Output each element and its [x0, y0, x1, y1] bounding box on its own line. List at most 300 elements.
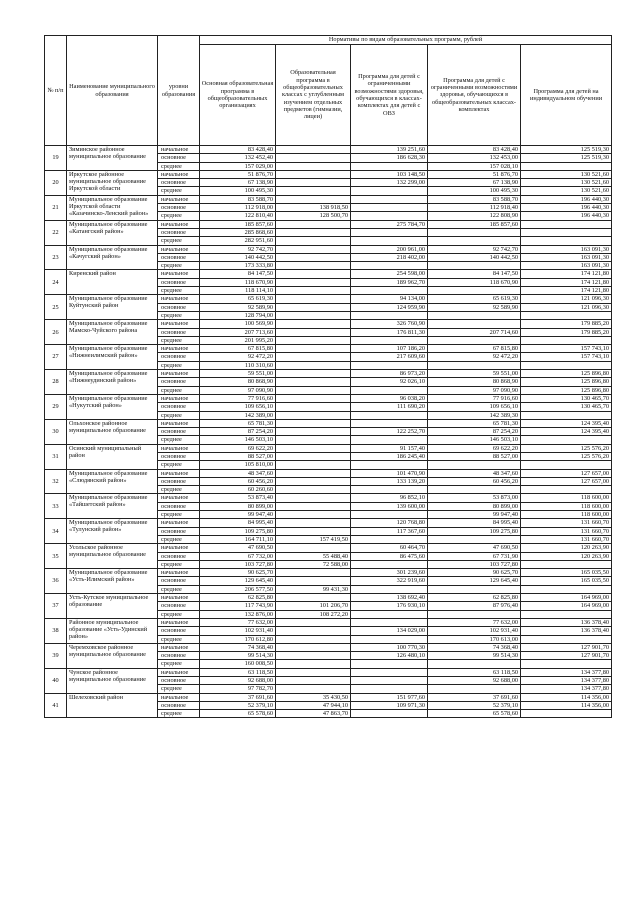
- individual-norm-cell: 125 576,20: [521, 444, 612, 452]
- basic-norm-cell: 80 899,00: [200, 502, 276, 510]
- ovz-general-norm-cell: 65 781,30: [428, 419, 521, 427]
- ovz-classes-norm-cell: 92 026,10: [351, 378, 428, 386]
- row-number: 21: [45, 195, 67, 220]
- advanced-norm-cell: [276, 677, 351, 685]
- basic-norm-cell: 164 711,10: [200, 535, 276, 543]
- education-level: основное: [158, 328, 200, 336]
- ovz-classes-norm-cell: 151 977,60: [351, 693, 428, 701]
- basic-norm-cell: 87 254,20: [200, 428, 276, 436]
- ovz-general-norm-cell: [428, 585, 521, 593]
- ovz-general-norm-cell: [428, 237, 521, 245]
- education-level: начальное: [158, 419, 200, 427]
- ovz-general-norm-cell: [428, 535, 521, 543]
- ovz-general-norm-cell: 146 503,10: [428, 436, 521, 444]
- ovz-general-norm-cell: 67 138,90: [428, 179, 521, 187]
- basic-norm-cell: 207 713,60: [200, 328, 276, 336]
- education-level: основное: [158, 278, 200, 286]
- individual-norm-cell: 125 576,20: [521, 452, 612, 460]
- individual-norm-cell: 131 660,70: [521, 519, 612, 527]
- individual-norm-cell: 118 600,00: [521, 502, 612, 510]
- individual-norm-cell: 164 969,00: [521, 594, 612, 602]
- row-number: 37: [45, 594, 67, 619]
- advanced-norm-cell: [276, 527, 351, 535]
- education-level: начальное: [158, 618, 200, 626]
- basic-norm-cell: 128 794,00: [200, 311, 276, 319]
- education-level: основное: [158, 154, 200, 162]
- basic-norm-cell: 160 008,50: [200, 660, 276, 668]
- education-level: начальное: [158, 444, 200, 452]
- ovz-general-norm-cell: 207 714,60: [428, 328, 521, 336]
- municipality-name: Муниципальное образование «Нижнеудинский район»: [67, 370, 158, 395]
- ovz-classes-norm-cell: 139 600,00: [351, 502, 428, 510]
- municipality-name: Муниципальное образование Мамско-Чуйского района: [67, 320, 158, 345]
- advanced-norm-cell: [276, 154, 351, 162]
- individual-norm-cell: 196 440,30: [521, 204, 612, 212]
- advanced-norm-cell: [276, 187, 351, 195]
- row-number: 40: [45, 668, 67, 693]
- advanced-norm-cell: [276, 403, 351, 411]
- individual-norm-cell: 125 896,80: [521, 370, 612, 378]
- individual-norm-cell: 130 521,60: [521, 179, 612, 187]
- ovz-classes-norm-cell: 133 139,20: [351, 477, 428, 485]
- education-level: начальное: [158, 295, 200, 303]
- table-row: [45, 146, 612, 154]
- ovz-general-norm-cell: 83 428,40: [428, 146, 521, 154]
- advanced-norm-cell: [276, 569, 351, 577]
- ovz-classes-norm-cell: 117 367,60: [351, 527, 428, 535]
- municipality-name: Зиминское районное муниципальное образование: [67, 146, 158, 171]
- ovz-general-norm-cell: 83 588,70: [428, 195, 521, 203]
- advanced-norm-cell: [276, 328, 351, 336]
- basic-norm-cell: 92 742,70: [200, 245, 276, 253]
- ovz-classes-norm-cell: [351, 436, 428, 444]
- ovz-general-norm-cell: 129 645,40: [428, 577, 521, 585]
- ovz-classes-norm-cell: 301 239,60: [351, 569, 428, 577]
- education-level: основное: [158, 253, 200, 261]
- education-level: среднее: [158, 187, 200, 195]
- education-level: среднее: [158, 336, 200, 344]
- ovz-general-norm-cell: 102 931,40: [428, 627, 521, 635]
- ovz-general-norm-cell: 65 619,30: [428, 295, 521, 303]
- advanced-norm-cell: [276, 544, 351, 552]
- education-level: среднее: [158, 386, 200, 394]
- individual-norm-cell: 157 743,10: [521, 345, 612, 353]
- ovz-general-norm-cell: 84 147,50: [428, 270, 521, 278]
- row-number: 20: [45, 170, 67, 195]
- table-row: [45, 295, 612, 303]
- advanced-norm-cell: [276, 228, 351, 236]
- table-row: [45, 494, 612, 502]
- individual-norm-cell: [521, 560, 612, 568]
- advanced-norm-cell: [276, 278, 351, 286]
- individual-norm-cell: 163 091,30: [521, 253, 612, 261]
- education-level: среднее: [158, 162, 200, 170]
- ovz-classes-norm-cell: 275 784,70: [351, 220, 428, 228]
- basic-norm-cell: 63 118,50: [200, 668, 276, 676]
- ovz-classes-norm-cell: 186 245,40: [351, 452, 428, 460]
- row-number: 22: [45, 220, 67, 245]
- ovz-classes-norm-cell: 122 252,70: [351, 428, 428, 436]
- advanced-norm-cell: [276, 378, 351, 386]
- municipality-name: Ольхонское районное муниципальное образование: [67, 419, 158, 444]
- ovz-classes-norm-cell: [351, 419, 428, 427]
- advanced-norm-cell: [276, 245, 351, 253]
- individual-norm-cell: 125 896,80: [521, 386, 612, 394]
- advanced-norm-cell: 47 944,10: [276, 701, 351, 709]
- ovz-classes-norm-cell: [351, 610, 428, 618]
- education-level: среднее: [158, 311, 200, 319]
- advanced-norm-cell: [276, 179, 351, 187]
- advanced-norm-cell: [276, 411, 351, 419]
- education-level: основное: [158, 677, 200, 685]
- ovz-general-norm-cell: 52 379,10: [428, 701, 521, 709]
- ovz-general-norm-cell: [428, 660, 521, 668]
- ovz-classes-norm-cell: 124 959,90: [351, 303, 428, 311]
- ovz-classes-norm-cell: [351, 336, 428, 344]
- ovz-classes-norm-cell: 109 971,30: [351, 701, 428, 709]
- education-level: начальное: [158, 643, 200, 651]
- individual-norm-cell: 174 121,80: [521, 287, 612, 295]
- basic-norm-cell: 92 688,00: [200, 677, 276, 685]
- ovz-classes-norm-cell: 326 760,90: [351, 320, 428, 328]
- row-number: 39: [45, 643, 67, 668]
- basic-norm-cell: 112 918,00: [200, 204, 276, 212]
- advanced-norm-cell: [276, 486, 351, 494]
- ovz-classes-norm-cell: [351, 311, 428, 319]
- row-number: 34: [45, 519, 67, 544]
- advanced-norm-cell: [276, 162, 351, 170]
- individual-norm-cell: 121 096,30: [521, 303, 612, 311]
- individual-norm-cell: 179 885,20: [521, 320, 612, 328]
- municipality-name: Муниципальное образование «Качугский район»: [67, 245, 158, 270]
- ovz-general-norm-cell: 99 947,40: [428, 511, 521, 519]
- basic-norm-cell: 142 389,00: [200, 411, 276, 419]
- row-number: 19: [45, 146, 67, 171]
- ovz-classes-norm-cell: 86 475,60: [351, 552, 428, 560]
- ovz-general-norm-cell: 88 527,00: [428, 452, 521, 460]
- table-row: [45, 544, 612, 552]
- advanced-norm-cell: [276, 345, 351, 353]
- education-level: основное: [158, 627, 200, 635]
- individual-norm-cell: [521, 361, 612, 369]
- individual-norm-cell: 127 657,00: [521, 469, 612, 477]
- header-number: № п/п: [45, 36, 67, 146]
- education-level: начальное: [158, 594, 200, 602]
- basic-norm-cell: 77 916,60: [200, 394, 276, 402]
- advanced-norm-cell: [276, 668, 351, 676]
- advanced-norm-cell: [276, 394, 351, 402]
- individual-norm-cell: 157 743,10: [521, 353, 612, 361]
- municipality-name: Муниципальное образование Иркутской области «Казачинско-Ленский район»: [67, 195, 158, 220]
- advanced-norm-cell: [276, 336, 351, 344]
- individual-norm-cell: 174 121,80: [521, 278, 612, 286]
- education-level: среднее: [158, 585, 200, 593]
- education-level: среднее: [158, 610, 200, 618]
- ovz-classes-norm-cell: 96 038,20: [351, 394, 428, 402]
- advanced-norm-cell: 101 206,70: [276, 602, 351, 610]
- municipality-name: Муниципальное образование Куйтунский район: [67, 295, 158, 320]
- table-row: [45, 220, 612, 228]
- individual-norm-cell: 125 519,30: [521, 146, 612, 154]
- ovz-classes-norm-cell: 186 628,30: [351, 154, 428, 162]
- ovz-general-norm-cell: 97 090,90: [428, 386, 521, 394]
- municipality-name: Киренский район: [67, 270, 158, 295]
- ovz-classes-norm-cell: 101 470,90: [351, 469, 428, 477]
- ovz-classes-norm-cell: 126 480,10: [351, 652, 428, 660]
- basic-norm-cell: 65 578,60: [200, 710, 276, 718]
- ovz-classes-norm-cell: [351, 677, 428, 685]
- ovz-general-norm-cell: 80 868,90: [428, 378, 521, 386]
- row-number: 27: [45, 345, 67, 370]
- table-row: [45, 569, 612, 577]
- ovz-general-norm-cell: 87 976,40: [428, 602, 521, 610]
- ovz-classes-norm-cell: 86 973,20: [351, 370, 428, 378]
- norms-table: [44, 35, 612, 718]
- ovz-general-norm-cell: [428, 320, 521, 328]
- individual-norm-cell: 121 096,30: [521, 295, 612, 303]
- ovz-classes-norm-cell: 111 690,20: [351, 403, 428, 411]
- basic-norm-cell: 37 691,60: [200, 693, 276, 701]
- basic-norm-cell: 80 868,90: [200, 378, 276, 386]
- education-level: основное: [158, 502, 200, 510]
- ovz-classes-norm-cell: [351, 195, 428, 203]
- ovz-general-norm-cell: 65 578,60: [428, 710, 521, 718]
- education-level: основное: [158, 378, 200, 386]
- header-municipality: Наименование муниципального образования: [67, 36, 158, 146]
- municipality-name: Усть-Кутское муниципальное образование: [67, 594, 158, 619]
- row-number: 26: [45, 320, 67, 345]
- ovz-general-norm-cell: [428, 287, 521, 295]
- ovz-classes-norm-cell: [351, 287, 428, 295]
- ovz-classes-norm-cell: 138 692,40: [351, 594, 428, 602]
- ovz-general-norm-cell: 132 453,00: [428, 154, 521, 162]
- individual-norm-cell: [521, 461, 612, 469]
- basic-norm-cell: 60 260,60: [200, 486, 276, 494]
- ovz-classes-norm-cell: 132 299,00: [351, 179, 428, 187]
- individual-norm-cell: [521, 228, 612, 236]
- ovz-classes-norm-cell: 100 770,30: [351, 643, 428, 651]
- row-number: 36: [45, 569, 67, 594]
- row-number: 31: [45, 444, 67, 469]
- basic-norm-cell: 118 114,10: [200, 287, 276, 295]
- table-row: [45, 320, 612, 328]
- advanced-norm-cell: [276, 270, 351, 278]
- ovz-classes-norm-cell: [351, 386, 428, 394]
- education-level: начальное: [158, 394, 200, 402]
- ovz-general-norm-cell: 170 613,00: [428, 635, 521, 643]
- education-level: среднее: [158, 461, 200, 469]
- ovz-general-norm-cell: 59 551,00: [428, 370, 521, 378]
- individual-norm-cell: [521, 610, 612, 618]
- municipality-name: Муниципальное образование «Нижнеилимский район»: [67, 345, 158, 370]
- education-level: среднее: [158, 685, 200, 693]
- advanced-norm-cell: [276, 660, 351, 668]
- header-advanced-program: Образовательная программа в общеобразовательных классах с углубленным изучением отдельных предметов (гимназии, лицеи): [276, 45, 351, 146]
- education-level: начальное: [158, 544, 200, 552]
- row-number: 23: [45, 245, 67, 270]
- individual-norm-cell: 136 378,40: [521, 627, 612, 635]
- basic-norm-cell: 117 743,90: [200, 602, 276, 610]
- municipality-name: Осинский муниципальный район: [67, 444, 158, 469]
- ovz-classes-norm-cell: [351, 685, 428, 693]
- ovz-classes-norm-cell: [351, 535, 428, 543]
- ovz-classes-norm-cell: [351, 262, 428, 270]
- basic-norm-cell: 103 727,80: [200, 560, 276, 568]
- individual-norm-cell: 130 465,70: [521, 403, 612, 411]
- ovz-general-norm-cell: 92 742,70: [428, 245, 521, 253]
- basic-norm-cell: 51 876,70: [200, 170, 276, 178]
- advanced-norm-cell: [276, 436, 351, 444]
- ovz-classes-norm-cell: [351, 237, 428, 245]
- ovz-general-norm-cell: 37 691,60: [428, 693, 521, 701]
- education-level: среднее: [158, 287, 200, 295]
- row-number: 30: [45, 419, 67, 444]
- basic-norm-cell: 67 815,80: [200, 345, 276, 353]
- basic-norm-cell: 173 333,80: [200, 262, 276, 270]
- individual-norm-cell: 120 263,90: [521, 544, 612, 552]
- individual-norm-cell: 114 356,00: [521, 693, 612, 701]
- table-row: [45, 419, 612, 427]
- table-row: [45, 618, 612, 626]
- ovz-classes-norm-cell: [351, 361, 428, 369]
- ovz-classes-norm-cell: 94 134,00: [351, 295, 428, 303]
- advanced-norm-cell: [276, 685, 351, 693]
- basic-norm-cell: 118 670,90: [200, 278, 276, 286]
- advanced-norm-cell: [276, 477, 351, 485]
- municipality-name: Шелеховский район: [67, 693, 158, 718]
- norms-table-body: [45, 146, 612, 718]
- education-level: начальное: [158, 245, 200, 253]
- ovz-general-norm-cell: 67 731,90: [428, 552, 521, 560]
- advanced-norm-cell: [276, 353, 351, 361]
- basic-norm-cell: 109 656,10: [200, 403, 276, 411]
- individual-norm-cell: [521, 411, 612, 419]
- row-number: 25: [45, 295, 67, 320]
- advanced-norm-cell: [276, 419, 351, 427]
- basic-norm-cell: 67 138,90: [200, 179, 276, 187]
- ovz-general-norm-cell: 92 688,00: [428, 677, 521, 685]
- ovz-general-norm-cell: 90 625,70: [428, 569, 521, 577]
- ovz-classes-norm-cell: 254 598,00: [351, 270, 428, 278]
- advanced-norm-cell: [276, 511, 351, 519]
- ovz-classes-norm-cell: 107 186,20: [351, 345, 428, 353]
- ovz-general-norm-cell: 92 472,20: [428, 353, 521, 361]
- ovz-general-norm-cell: 118 670,90: [428, 278, 521, 286]
- advanced-norm-cell: [276, 370, 351, 378]
- table-row: [45, 519, 612, 527]
- ovz-classes-norm-cell: 217 609,60: [351, 353, 428, 361]
- basic-norm-cell: 122 810,40: [200, 212, 276, 220]
- basic-norm-cell: 59 551,00: [200, 370, 276, 378]
- municipality-name: Муниципальное образование «Слюдянский район»: [67, 469, 158, 494]
- advanced-norm-cell: 99 431,30: [276, 585, 351, 593]
- basic-norm-cell: 48 347,60: [200, 469, 276, 477]
- advanced-norm-cell: [276, 386, 351, 394]
- ovz-general-norm-cell: 112 918,40: [428, 204, 521, 212]
- individual-norm-cell: [521, 162, 612, 170]
- education-level: начальное: [158, 170, 200, 178]
- header-ovz-general-program: Программа для детей с ограниченными возможностями здоровья, обучающихся в общеобразовательных классах-комплектах: [428, 45, 521, 146]
- individual-norm-cell: 179 885,20: [521, 328, 612, 336]
- advanced-norm-cell: [276, 494, 351, 502]
- education-level: среднее: [158, 486, 200, 494]
- education-level: среднее: [158, 511, 200, 519]
- education-level: начальное: [158, 370, 200, 378]
- row-number: 24: [45, 270, 67, 295]
- basic-norm-cell: 185 857,60: [200, 220, 276, 228]
- individual-norm-cell: 130 465,70: [521, 394, 612, 402]
- advanced-norm-cell: [276, 195, 351, 203]
- advanced-norm-cell: 35 430,50: [276, 693, 351, 701]
- ovz-general-norm-cell: 51 876,70: [428, 170, 521, 178]
- ovz-classes-norm-cell: 103 148,50: [351, 170, 428, 178]
- header-ovz-classes-program: Программа для детей с ограниченными возможностями здоровья, обучающихся в классах-комплектах для детей с ОВЗ: [351, 45, 428, 146]
- advanced-norm-cell: [276, 320, 351, 328]
- education-level: начальное: [158, 146, 200, 154]
- basic-norm-cell: 52 379,10: [200, 701, 276, 709]
- ovz-classes-norm-cell: [351, 162, 428, 170]
- ovz-classes-norm-cell: 134 029,00: [351, 627, 428, 635]
- individual-norm-cell: 124 395,40: [521, 419, 612, 427]
- individual-norm-cell: 131 660,70: [521, 527, 612, 535]
- ovz-general-norm-cell: 63 118,50: [428, 668, 521, 676]
- education-level: среднее: [158, 237, 200, 245]
- individual-norm-cell: [521, 585, 612, 593]
- table-row: [45, 594, 612, 602]
- basic-norm-cell: 53 873,40: [200, 494, 276, 502]
- table-row: [45, 693, 612, 701]
- advanced-norm-cell: [276, 594, 351, 602]
- basic-norm-cell: 132 876,00: [200, 610, 276, 618]
- advanced-norm-cell: [276, 311, 351, 319]
- ovz-classes-norm-cell: 176 811,30: [351, 328, 428, 336]
- advanced-norm-cell: [276, 502, 351, 510]
- individual-norm-cell: [521, 710, 612, 718]
- individual-norm-cell: 134 377,80: [521, 668, 612, 676]
- ovz-classes-norm-cell: [351, 411, 428, 419]
- ovz-classes-norm-cell: [351, 228, 428, 236]
- basic-norm-cell: 140 442,50: [200, 253, 276, 261]
- individual-norm-cell: [521, 220, 612, 228]
- basic-norm-cell: 74 368,40: [200, 643, 276, 651]
- education-level: начальное: [158, 469, 200, 477]
- basic-norm-cell: 132 452,40: [200, 154, 276, 162]
- ovz-classes-norm-cell: [351, 668, 428, 676]
- basic-norm-cell: 62 825,80: [200, 594, 276, 602]
- ovz-general-norm-cell: [428, 336, 521, 344]
- advanced-norm-cell: [276, 170, 351, 178]
- municipality-name: Муниципальное образование «Тулунский район»: [67, 519, 158, 544]
- ovz-general-norm-cell: [428, 486, 521, 494]
- municipality-name: Муниципальное образование «Нукутский район»: [67, 394, 158, 419]
- municipality-name: Черемховское районное муниципальное образование: [67, 643, 158, 668]
- advanced-norm-cell: 72 588,00: [276, 560, 351, 568]
- advanced-norm-cell: [276, 361, 351, 369]
- ovz-classes-norm-cell: [351, 560, 428, 568]
- education-level: основное: [158, 403, 200, 411]
- basic-norm-cell: 97 090,90: [200, 386, 276, 394]
- advanced-norm-cell: [276, 643, 351, 651]
- table-row: [45, 668, 612, 676]
- individual-norm-cell: 136 378,40: [521, 618, 612, 626]
- ovz-classes-norm-cell: [351, 187, 428, 195]
- table-row: [45, 643, 612, 651]
- ovz-general-norm-cell: 47 690,50: [428, 544, 521, 552]
- individual-norm-cell: 134 377,80: [521, 685, 612, 693]
- ovz-general-norm-cell: [428, 461, 521, 469]
- individual-norm-cell: 125 896,80: [521, 378, 612, 386]
- ovz-general-norm-cell: [428, 228, 521, 236]
